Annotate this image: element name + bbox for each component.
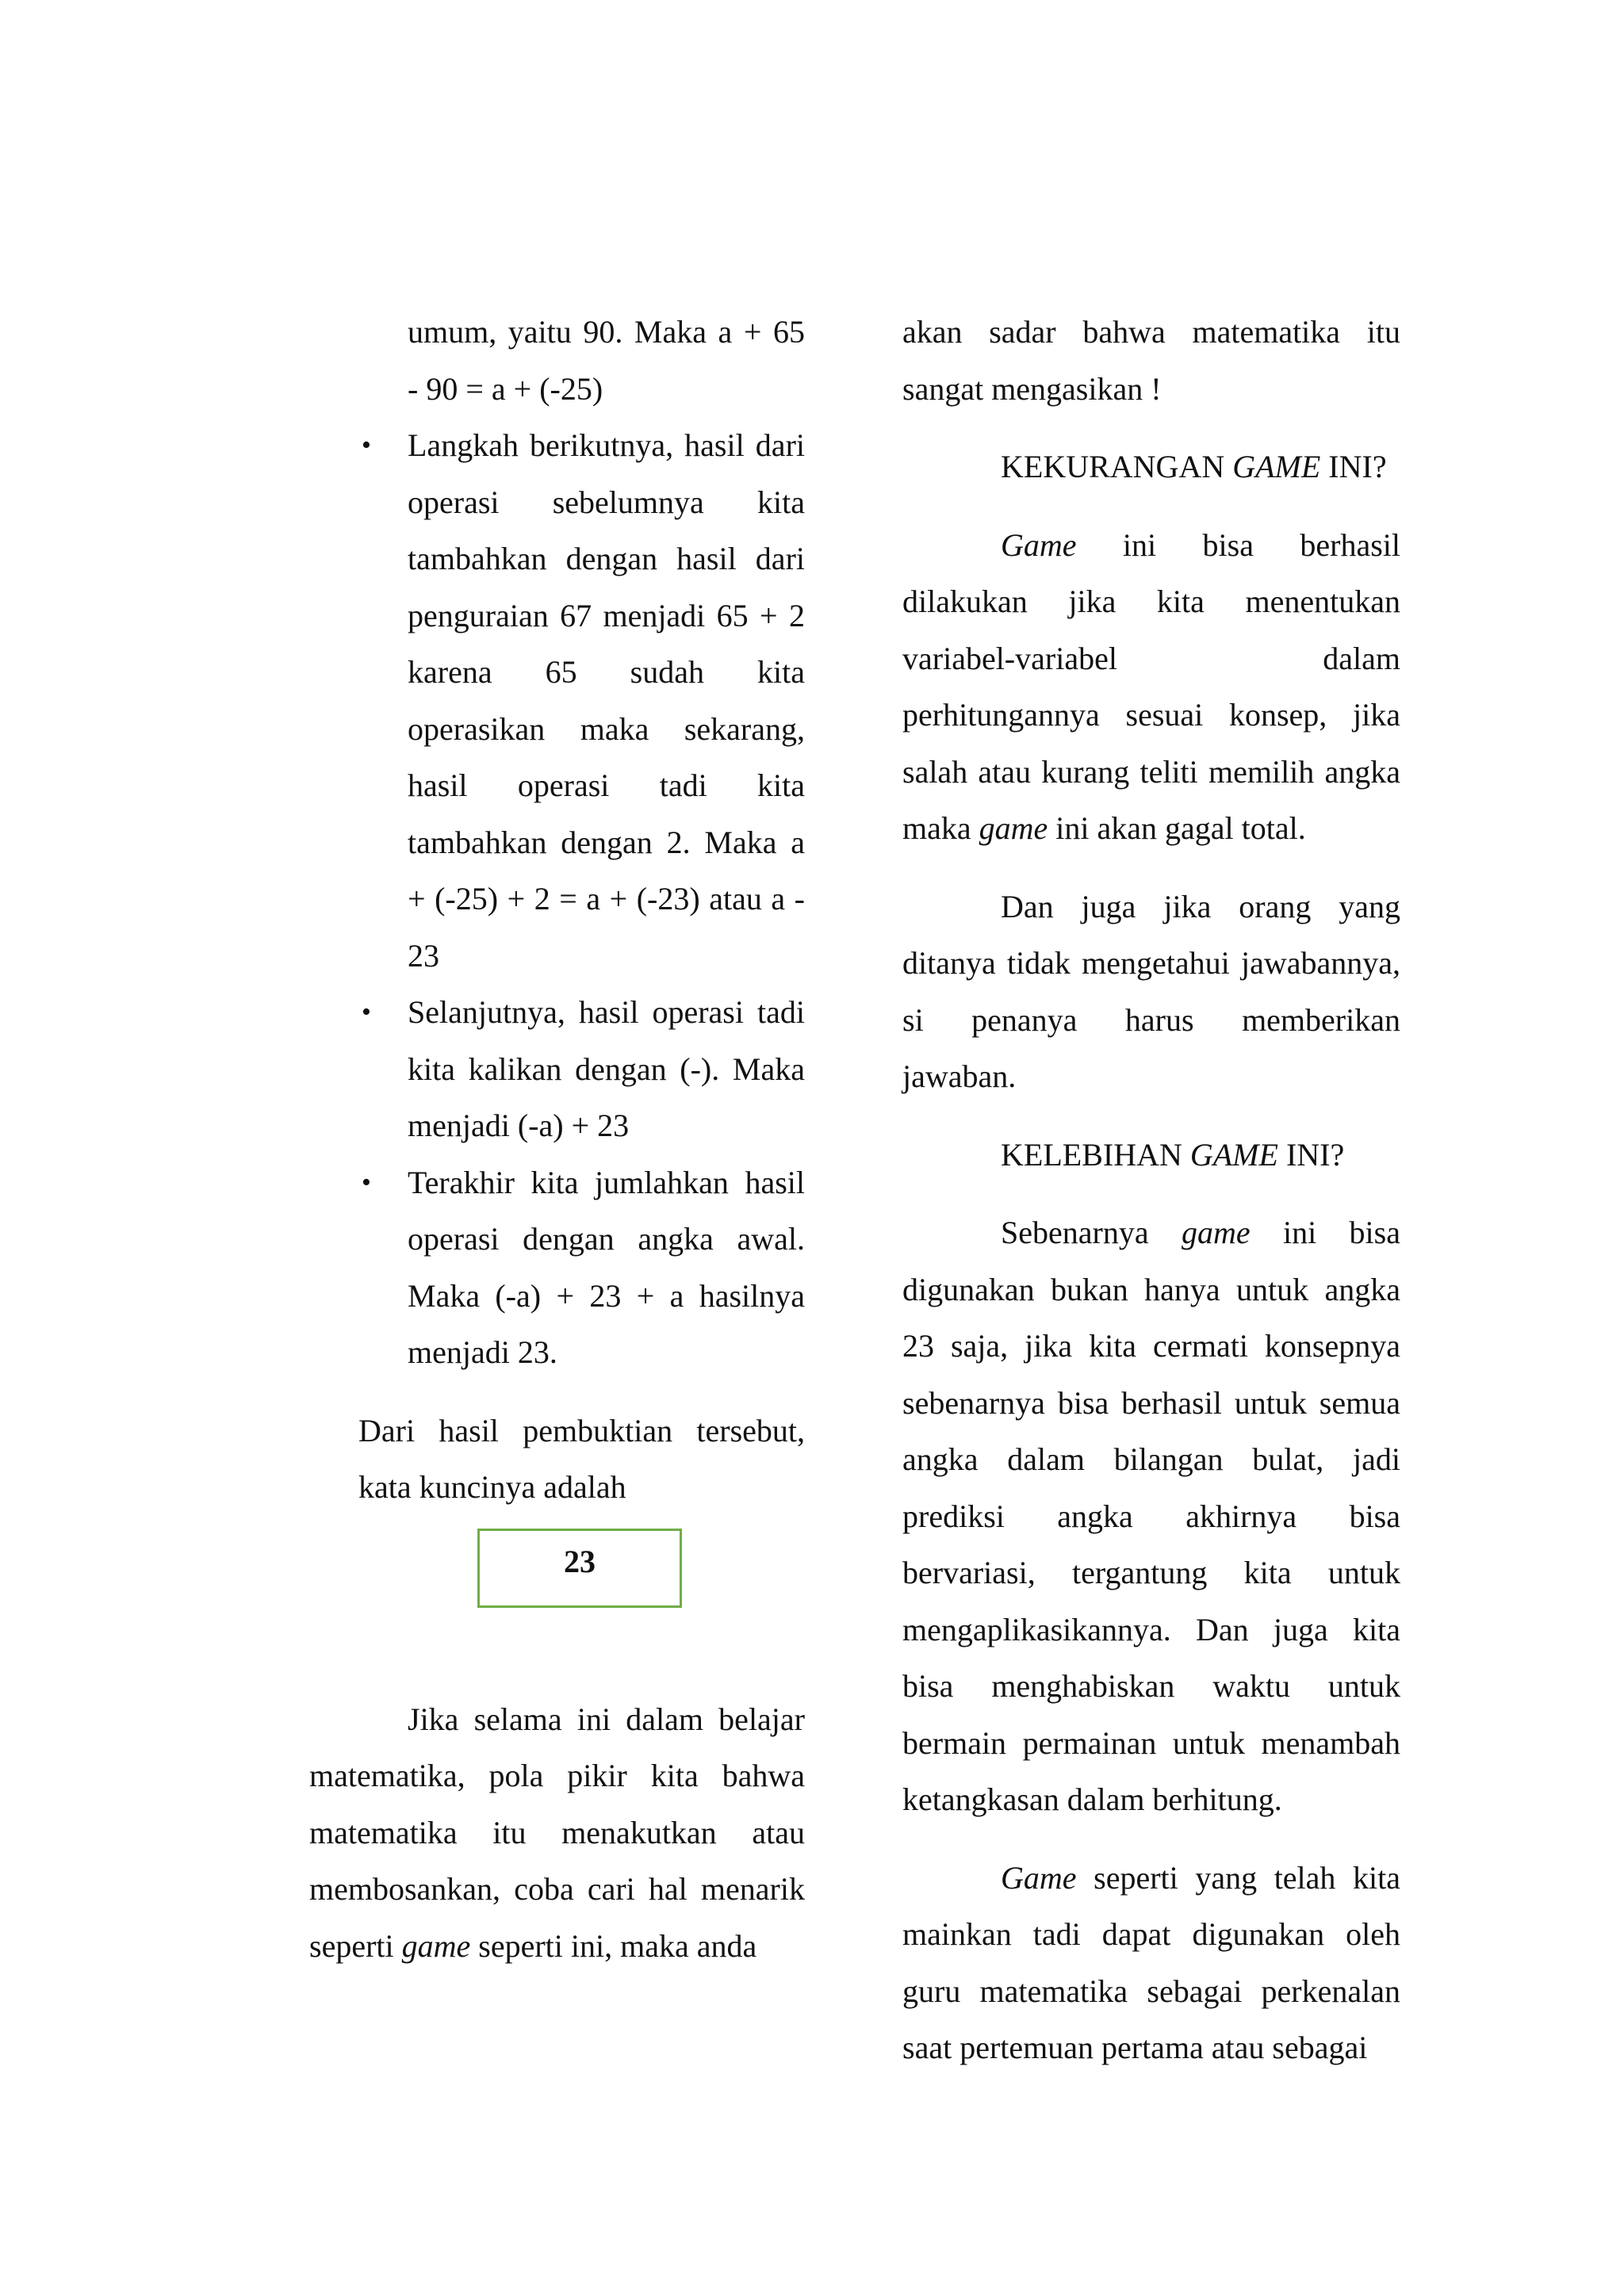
- keyword-value: 23: [564, 1543, 596, 1579]
- closing-text: Jika selama ini dalam belajar matematika, pola pikir kita bahwa matematika itu menakutkan atau membosankan, coba cari hal menarik seperti: [309, 1701, 805, 1964]
- closing-paragraph: [309, 1691, 805, 1975]
- heading-emphasis: GAME: [1189, 1136, 1278, 1173]
- paragraph-text: Sebenarnya: [1001, 1215, 1182, 1250]
- heading-text: KELEBIHAN: [1001, 1136, 1190, 1173]
- heading-text-end: INI?: [1320, 449, 1387, 484]
- emphasis: game: [979, 810, 1048, 846]
- bullet-icon: •: [362, 430, 371, 460]
- emphasis: Game: [1001, 526, 1077, 563]
- steps-list: [309, 417, 805, 1381]
- continued-line-1: umum, yaitu 90. Maka a + 65: [408, 314, 805, 350]
- paragraph-text: ini akan gagal total.: [1048, 810, 1306, 846]
- list-item-text: Langkah berikutnya, hasil dari operasi sebelumnya kita tambahkan dengan hasil dari penguraian 67 menjadi 65 + 2 karena 65 sudah kita operasikan maka sekarang, hasil operasi tadi kita tambahkan dengan 2. Maka a + (-25) + 2 = a + (-23) atau a - 23: [408, 427, 805, 974]
- left-column: [309, 304, 805, 1974]
- list-item: [362, 984, 805, 1154]
- conclusion-paragraph: Dari hasil pembuktian tersebut, kata kuncinya adalah: [358, 1412, 805, 1505]
- right-column: [902, 304, 1400, 2076]
- closing-text-end: seperti ini, maka anda: [470, 1927, 757, 1964]
- kelebihan-heading: [902, 1127, 1400, 1184]
- closing-emphasis: game: [401, 1927, 471, 1964]
- emphasis: Game: [1001, 1859, 1077, 1896]
- paragraph-text: ini bisa digunakan bukan hanya untuk angka 23 saja, jika kita cermati konsepnya sebenarnya bisa berhasil untuk semua angka dalam bilangan bulat, jadi prediksi angka akhirnya bisa bervariasi, tergantung kita untuk mengaplikasikannya. Dan juga kita bisa menghabiskan waktu untuk bermain permainan untuk menambah ketangkasan dalam berhitung.: [902, 1215, 1400, 1817]
- list-item: [362, 1154, 805, 1381]
- bullet-icon: •: [362, 1167, 371, 1197]
- kekurangan-heading: [902, 438, 1400, 496]
- kelebihan-paragraph-1: [902, 1204, 1400, 1828]
- list-item-text: Terakhir kita jumlahkan hasil operasi dengan angka awal. Maka (-a) + 23 + a hasilnya menjadi 23.: [408, 1164, 805, 1370]
- keyword-box: [477, 1529, 682, 1608]
- heading-text: KEKURANGAN: [1001, 449, 1233, 484]
- heading-text-end: INI?: [1277, 1136, 1345, 1173]
- paragraph-text: seperti yang telah kita mainkan tadi dapat digunakan oleh guru matematika sebagai perkenalan saat pertemuan pertama atau sebagai: [902, 1859, 1400, 2065]
- continued-paragraph: akan sadar bahwa matematika itu sangat mengasikan !: [902, 314, 1400, 407]
- bullet-icon: •: [362, 997, 371, 1027]
- kelebihan-paragraph-2: [902, 1850, 1400, 2076]
- heading-emphasis: GAME: [1232, 449, 1321, 484]
- kekurangan-paragraph-1: [902, 517, 1400, 857]
- list-item-text: Selanjutnya, hasil operasi tadi kita kalikan dengan (-). Maka menjadi (-a) + 23: [408, 994, 805, 1143]
- paragraph-text: ini bisa berhasil dilakukan jika kita menentukan variabel-variabel dalam perhitungannya sesuai konsep, jika salah atau kurang teliti memilih angka maka: [902, 526, 1400, 846]
- list-item: [362, 417, 805, 984]
- continued-line-2: - 90 = a + (-25): [408, 370, 603, 407]
- kekurangan-paragraph-2: Dan juga jika orang yang ditanya tidak mengetahui jawabannya, si penanya harus memberikan jawaban.: [902, 888, 1400, 1094]
- emphasis: game: [1181, 1215, 1251, 1250]
